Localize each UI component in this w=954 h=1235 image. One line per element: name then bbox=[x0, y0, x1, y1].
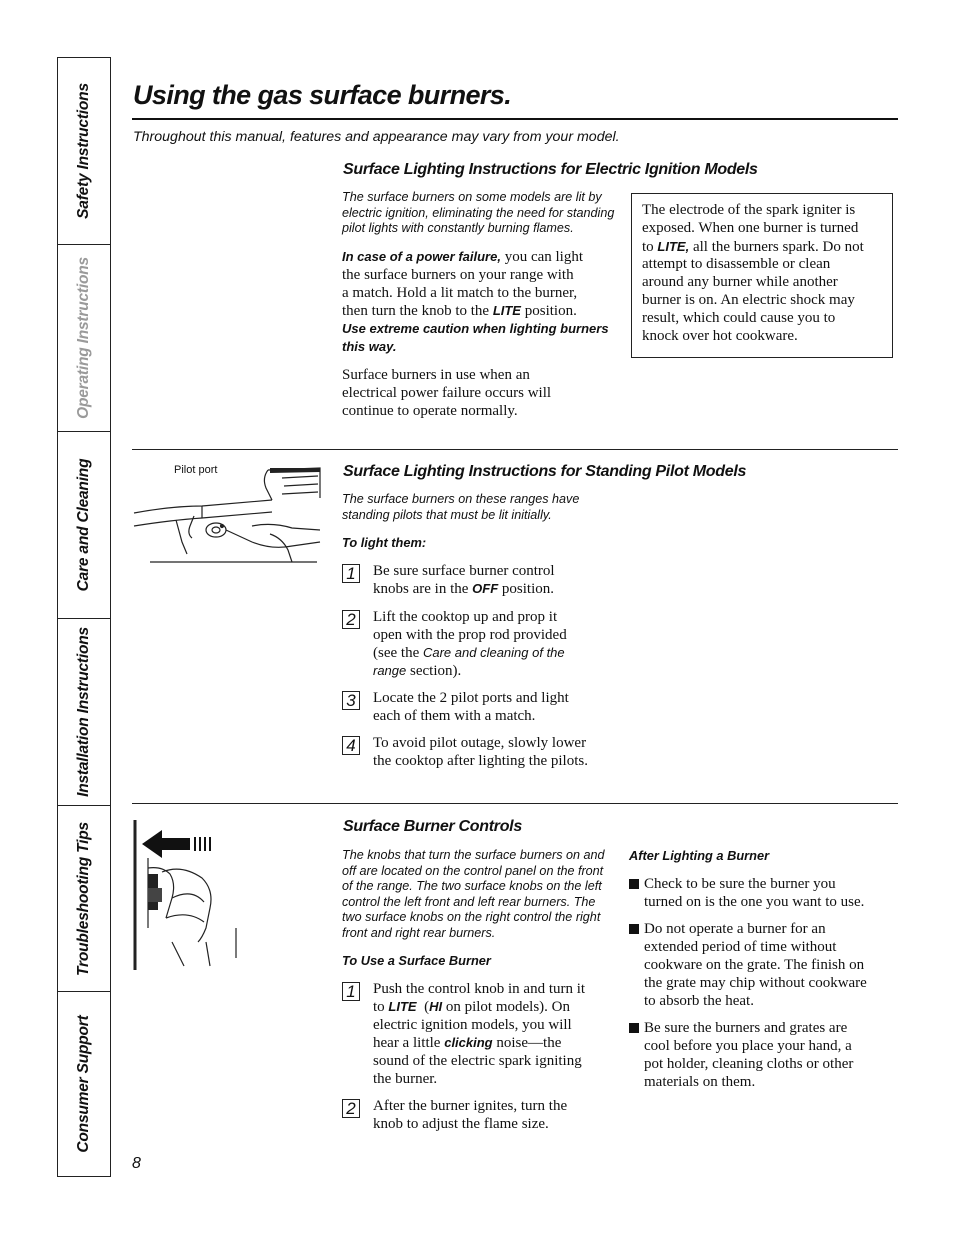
after-bullet-2 bbox=[629, 920, 899, 1012]
step-number: 1 bbox=[342, 564, 360, 583]
text-line: Check to be sure the burner you bbox=[644, 876, 836, 892]
controls-heading: Surface Burner Controls bbox=[343, 818, 522, 835]
tab-troubleshooting-tips[interactable] bbox=[58, 806, 110, 992]
text-line: around any burner while another bbox=[642, 274, 838, 291]
tab-care-and-cleaning[interactable] bbox=[58, 432, 110, 619]
text-line: Be sure surface burner control bbox=[373, 563, 555, 579]
intro-line: front and right rear burners. bbox=[342, 925, 496, 940]
text-line: exposed. When one burner is turned bbox=[642, 219, 859, 236]
electric-intro bbox=[342, 190, 614, 237]
text-span: (see the bbox=[373, 645, 423, 661]
text-span: you can light bbox=[500, 249, 584, 265]
after-bullet-3 bbox=[629, 1019, 899, 1093]
pilot-step-3 bbox=[342, 689, 622, 729]
sidebar-tabs bbox=[57, 57, 111, 1177]
intro-line: pilot lights with constantly burning flames. bbox=[342, 221, 574, 235]
text-line: the cooktop after lighting the pilots. bbox=[373, 753, 588, 769]
lite-keyword: LITE bbox=[492, 303, 521, 318]
tab-consumer-support[interactable] bbox=[58, 992, 110, 1176]
text-span: position. bbox=[498, 581, 554, 597]
text-span: all the burners spark. Do not bbox=[689, 238, 864, 255]
title-rule bbox=[132, 118, 898, 120]
text-span: on pilot models). On bbox=[442, 999, 571, 1015]
bullet-square-icon bbox=[629, 1023, 639, 1033]
intro-line: The surface burners on these ranges have bbox=[342, 492, 580, 506]
text-line: electric ignition models, you will bbox=[373, 1017, 572, 1033]
text-line: each of them with a match. bbox=[373, 708, 536, 724]
power-failure-text bbox=[342, 248, 609, 356]
text-line: knob to adjust the flame size. bbox=[373, 1116, 549, 1132]
text-line: turned on is the one you want to use. bbox=[644, 894, 865, 910]
lite-keyword: LITE, bbox=[657, 238, 690, 254]
tab-installation-instructions[interactable] bbox=[58, 619, 110, 806]
electric-heading: Surface Lighting Instructions for Electric Ignition Models bbox=[343, 161, 758, 178]
intro-line: two surface knobs on the right control the right bbox=[342, 910, 601, 924]
text-line: a match. Hold a lit match to the burner, bbox=[342, 285, 578, 301]
step-number: 2 bbox=[342, 610, 360, 629]
text-line: Do not operate a burner for an bbox=[644, 921, 826, 937]
lite-keyword: LITE bbox=[388, 999, 417, 1014]
text-line: electrical power failure occurs will bbox=[342, 385, 552, 401]
intro-line: The surface burners on some models are lit by bbox=[342, 190, 602, 204]
text-line: open with the prop rod provided bbox=[373, 627, 567, 643]
tab-label: Operating Instructions bbox=[75, 257, 92, 419]
page-subtitle: Throughout this manual, features and appearance may vary from your model. bbox=[133, 129, 620, 145]
step-number: 2 bbox=[342, 1099, 360, 1118]
controls-step-2 bbox=[342, 1097, 622, 1137]
text-line: Surface burners in use when an bbox=[342, 367, 530, 383]
controls-step-1 bbox=[342, 980, 622, 1090]
text-line: knock over hot cookware. bbox=[642, 327, 798, 344]
text-line: Locate the 2 pilot ports and light bbox=[373, 690, 569, 706]
pilot-heading: Surface Lighting Instructions for Standing Pilot Models bbox=[343, 463, 747, 480]
text-span: section). bbox=[406, 663, 462, 679]
text-line: the burner. bbox=[373, 1071, 438, 1087]
text-line: Be sure the burners and grates are bbox=[644, 1020, 848, 1036]
tab-operating-instructions[interactable] bbox=[58, 245, 110, 432]
step-number: 3 bbox=[342, 691, 360, 710]
page-title: Using the gas surface burners. bbox=[133, 80, 512, 110]
after-lighting-heading: After Lighting a Burner bbox=[629, 848, 770, 863]
text-span: knobs are in the bbox=[373, 581, 473, 597]
section-divider bbox=[132, 803, 898, 804]
controls-intro bbox=[342, 848, 605, 941]
intro-line: standing pilots that must be lit initially. bbox=[342, 507, 552, 522]
text-span: to bbox=[642, 238, 658, 255]
section-divider bbox=[132, 449, 898, 450]
text-span: position. bbox=[520, 303, 577, 319]
normal-operation-text bbox=[342, 366, 551, 420]
text-line: cool before you place your hand, a bbox=[644, 1038, 852, 1054]
tab-label: Consumer Support bbox=[75, 1015, 92, 1153]
text-line: to absorb the heat. bbox=[644, 993, 754, 1009]
tab-label: Installation Instructions bbox=[75, 627, 92, 797]
pilot-port-label: Pilot port bbox=[174, 464, 218, 476]
after-bullet-1 bbox=[629, 875, 899, 915]
pilot-port-illustration bbox=[132, 458, 322, 568]
text-span: noise—the bbox=[492, 1035, 562, 1051]
text-line: burner is on. An electric shock may bbox=[642, 291, 855, 308]
pilot-step-1 bbox=[342, 562, 622, 602]
text-line: extended period of time without bbox=[644, 939, 837, 955]
text-line: the surface burners on your range with bbox=[342, 267, 574, 283]
text-line: Lift the cooktop up and prop it bbox=[373, 609, 558, 625]
intro-line: The knobs that turn the surface burners on and bbox=[342, 848, 605, 862]
text-span: ( bbox=[416, 999, 430, 1015]
intro-line: control the left front and left rear burners. The bbox=[342, 894, 596, 909]
step-number: 1 bbox=[342, 982, 360, 1001]
tab-label: Care and Cleaning bbox=[75, 458, 92, 592]
pilot-step-2 bbox=[342, 608, 622, 683]
intro-line: off are located on the control panel on the front bbox=[342, 863, 604, 878]
caution-line: Use extreme caution when lighting burners bbox=[342, 321, 609, 336]
step-number: 4 bbox=[342, 736, 360, 755]
text-span: then turn the knob to the bbox=[342, 303, 493, 319]
text-line: result, which could cause you to bbox=[642, 309, 836, 326]
intro-line: electric ignition, eliminating the need for standing bbox=[342, 205, 615, 220]
reference-text: range bbox=[373, 663, 407, 678]
spark-warning-box bbox=[631, 193, 893, 358]
off-keyword: OFF bbox=[472, 581, 499, 596]
tab-label: Safety Instructions bbox=[75, 83, 92, 219]
pilot-intro bbox=[342, 492, 579, 523]
text-span: to bbox=[373, 999, 389, 1015]
clicking-keyword: clicking bbox=[444, 1035, 493, 1050]
intro-line: of the range. The two surface knobs on the left bbox=[342, 879, 602, 893]
reference-text: Care and cleaning of the bbox=[422, 645, 565, 660]
text-line: The electrode of the spark igniter is bbox=[642, 202, 856, 218]
text-line: sound of the electric spark igniting bbox=[373, 1053, 582, 1069]
to-light-heading: To light them: bbox=[342, 535, 427, 550]
bullet-square-icon bbox=[629, 879, 639, 889]
to-use-heading: To Use a Surface Burner bbox=[342, 953, 491, 968]
tab-safety-instructions[interactable] bbox=[58, 58, 110, 245]
text-line: materials on them. bbox=[644, 1074, 756, 1090]
text-line: attempt to disassemble or clean bbox=[642, 256, 831, 273]
text-line: continue to operate normally. bbox=[342, 403, 518, 419]
text-line: After the burner ignites, turn the bbox=[373, 1098, 568, 1114]
hi-keyword: HI bbox=[429, 999, 443, 1014]
pilot-step-4 bbox=[342, 734, 632, 774]
text-line: pot holder, cleaning cloths or other bbox=[644, 1056, 854, 1072]
control-knob-illustration bbox=[132, 818, 242, 973]
text-line: To avoid pilot outage, slowly lower bbox=[373, 735, 587, 751]
power-failure-lead: In case of a power failure, bbox=[342, 249, 501, 264]
text-line: cookware on the grate. The finish on bbox=[644, 957, 865, 973]
text-span: hear a little bbox=[373, 1035, 445, 1051]
page-number: 8 bbox=[132, 1155, 141, 1172]
text-line: the grate may chip without cookware bbox=[644, 975, 867, 991]
tab-label: Troubleshooting Tips bbox=[75, 821, 92, 976]
caution-line: this way. bbox=[342, 339, 397, 354]
text-line: Push the control knob in and turn it bbox=[373, 981, 586, 997]
bullet-square-icon bbox=[629, 924, 639, 934]
